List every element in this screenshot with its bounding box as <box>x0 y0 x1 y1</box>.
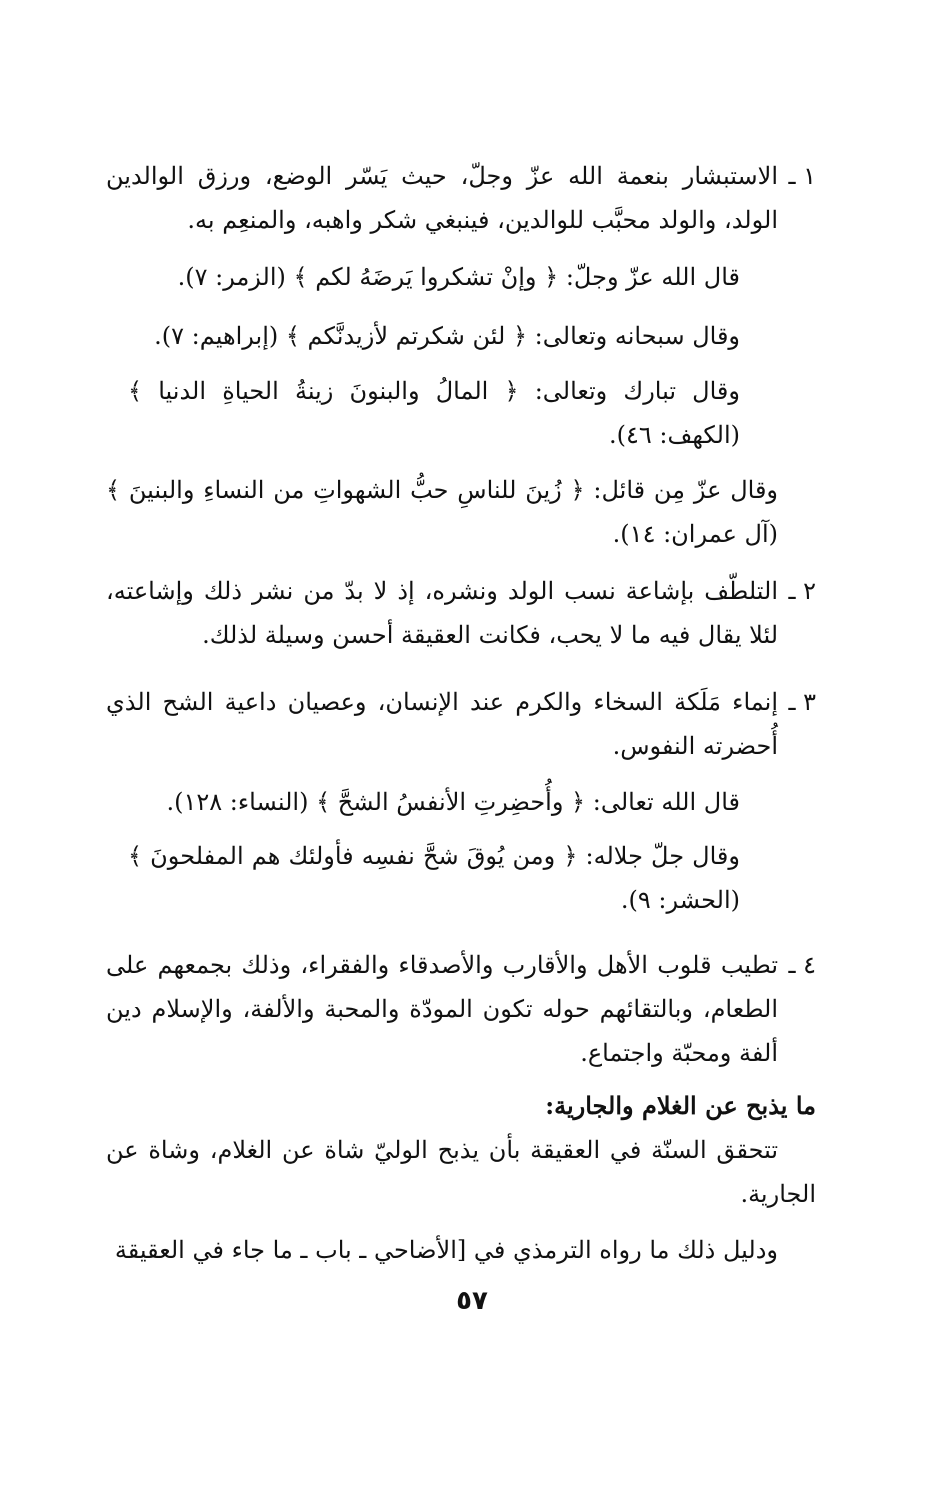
quote-1: قال الله عزّ وجلّ: ﴿ وإنْ تشكروا يَرضَهُ لكم ﴾ (الزمر: ٧). <box>177 263 740 291</box>
list-item-number: ٤ ـ <box>788 951 816 979</box>
list-item-number: ٣ ـ <box>788 688 816 716</box>
section-heading: ما يذبح عن الغلام والجارية: <box>545 1091 816 1120</box>
list-item-text: التلطّف بإشاعة نسب الولد ونشره، إذ لا بدّ من نشر ذلك وإشاعته، لئلا يقال فيه ما لا يحب، فكانت العقيقة أحسن وسيلة لذلك. <box>106 577 778 649</box>
quote-2: وقال سبحانه وتعالى: ﴿ لئن شكرتم لأزيدنَّكم ﴾ (إبراهيم: ٧). <box>154 322 740 350</box>
list-item-2 <box>106 569 816 657</box>
quote-6: وقال جلّ جلاله: ﴿ ومن يُوقَ شحَّ نفسِه فأولئك هم المفلحونَ ﴾ (الحشر: ٩). <box>128 842 740 914</box>
page-number: ٥٧ <box>456 1286 488 1316</box>
list-item-3 <box>106 680 816 768</box>
quote-5: قال الله تعالى: ﴿ وأُحضِرتِ الأنفسُ الشحَّ ﴾ (النساء: ١٢٨). <box>166 788 740 816</box>
list-item-number: ٢ ـ <box>788 577 816 605</box>
paragraph-1: تتحقق السنّة في العقيقة بأن يذبح الوليّ شاة عن الغلام، وشاة عن الجارية. <box>106 1136 816 1208</box>
list-item-1 <box>106 154 816 242</box>
list-item-text: تطيب قلوب الأهل والأقارب والأصدقاء والفقراء، وذلك بجمعهم على الطعام، وبالتقائهم حوله تكون المودّة والمحبة والألفة، والإسلام دين ألفة ومحبّة واجتماع. <box>106 951 778 1067</box>
paragraph-2: ودليل ذلك ما رواه الترمذي في [الأضاحي ـ باب ـ ما جاء في العقيقة <box>114 1236 778 1264</box>
quote-3: وقال تبارك وتعالى: ﴿ المالُ والبنونَ زينةُ الحياةِ الدنيا ﴾ (الكهف: ٤٦). <box>128 377 740 449</box>
list-item-text: الاستبشار بنعمة الله عزّ وجلّ، حيث يَسّر الوضع، ورزق الوالدين الولد، والولد محبَّب للوالدين، فينبغي شكر واهبه، والمنعِم به. <box>106 162 778 234</box>
list-item-4 <box>106 943 816 1075</box>
list-item-text: إنماء مَلَكة السخاء والكرم عند الإنسان، وعصيان داعية الشح الذي أُحضرته النفوس. <box>106 688 778 760</box>
list-item-number: ١ ـ <box>788 162 816 190</box>
quote-4: وقال عزّ مِن قائل: ﴿ زُينَ للناسِ حبُّ الشهواتِ من النساءِ والبنينَ ﴾ (آل عمران: ١٤). <box>106 476 778 548</box>
